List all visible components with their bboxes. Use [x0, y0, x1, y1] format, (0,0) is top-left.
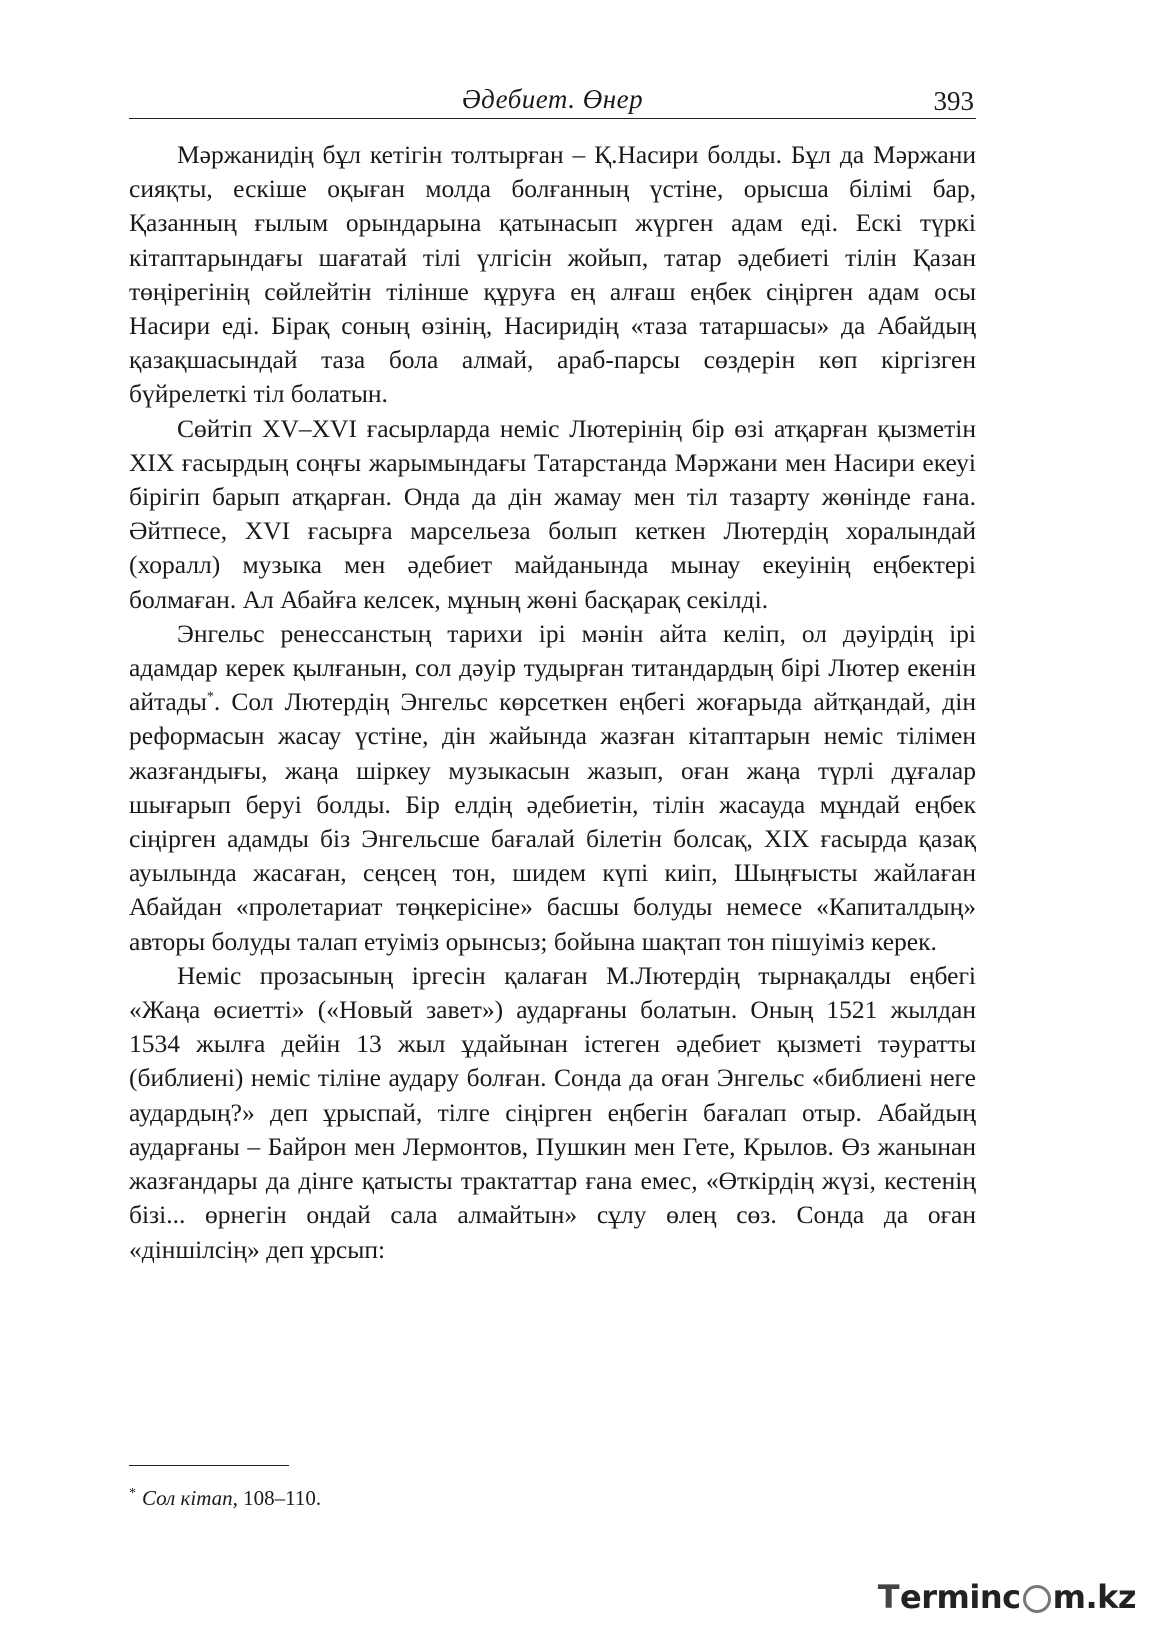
paragraph-3 — [129, 617, 976, 959]
footnote-reference[interactable]: * — [206, 689, 214, 705]
watermark-logo — [878, 1578, 1136, 1616]
paragraph-4: Неміс прозасының іргесін қалаған М.Лютердің тырнақалды еңбегі «Жаңа өсиетті» («Новый завет») аударғаны болатын. Оның 1521 жылдан 1534 жылға дейін 13 жыл ұдайынан істеген әдебиет қызметі тәуратты (библиені) неміс тіліне аудару болған. Сонда да оған Энгельс «библиені неге аудардың?» деп ұрыспай, тілге сіңірген еңбегін бағалап отыр. Абайдың аударғаны – Байрон мен Лермонтов, Пушкин мен Гете, Крылов. Өз жанынан жазғандары да дінге қатысты трактаттар ғана емес, «Өткірдің жүзі, кестенің бізі... өрнегін ондай сала алмайтын» сұлу өлең сөз. Сонда да оған «діншілсің» деп ұрсып: — [129, 960, 976, 1264]
page-number: 393 — [933, 86, 974, 116]
running-header — [129, 82, 976, 119]
watermark-text-1: erminc — [900, 1578, 1021, 1616]
watermark-letter-t: T — [877, 1578, 900, 1616]
footnote-source: Сол кітап, — [142, 1486, 238, 1510]
watermark-text-2: m.kz — [1052, 1578, 1136, 1616]
paragraph-3-text-after: . Сол Лютердің Энгельс көрсеткен еңбегі жоғарыда айтқандай, дін реформасын жасау үстіне, дін жайында жазған кітаптарын неміс тілімен жазғандығы, жаңа шіркеу музыкасын жазып, оған жаңа түрлі дұғалар шығарып беруі болды. Бір елдің әдебиетін, тілін жасауда мұндай еңбек сіңірген адамды біз Энгельсше бағалай білетін болсақ, XIX ғасырда қазақ ауылында жасаған, сеңсең тон, шидем күпі киіп, Шыңғысты жайлаған Абайдан «пролетариат төңкерісіне» басшы болуды немесе «Капиталдың» авторы болуды талап етуіміз орынсыз; бойына шақтап тон пішуіміз керек. — [129, 687, 976, 956]
termincom-watermark — [878, 1575, 1136, 1619]
paragraph-3-text-before: Энгельс ренессанстың тарихи ірі мәнін айта келіп, ол дәуірдің ірі адамдар керек қылғанын, сол дәуір тудырған титандардың бірі Лютер екенін айтады — [129, 618, 976, 717]
running-title: Әдебиет. Өнер — [461, 84, 644, 114]
footnote — [129, 1480, 321, 1512]
footnote-pages: 108–110. — [243, 1486, 322, 1510]
footnote-divider — [129, 1465, 289, 1466]
paragraph-1: Мәржанидің бұл кетігін толтырған – Қ.Насири болды. Бұл да Мәржани сияқты, ескіше оқыған молда болғанның үстіне, орысша білімі бар, Қазанның ғылым орындарына қатынасып жүрген адам еді. Ескі түркі кітаптарындағы шағатай тілі үлгісін жойып, татар әдебиеті тілін Қазан төңірегінің сөйлейтін тілінше құруға ең алғаш еңбек сіңірген адам осы Насири еді. Бірақ соның өзінің, Насиридің «таза татаршасы» да Абайдың қазақшасындай таза бола алмай, араб-парсы сөздерін көп кіргізген бүйрелеткі тіл болатын. — [129, 140, 976, 409]
paragraph-2: Сөйтіп XV–XVI ғасырларда неміс Лютерінің бір өзі атқарған қызметін XIX ғасырдың соңғы жарымындағы Татарстанда Мәржани мен Насири екеуі бірігіп барып атқарған. Онда да дін жамау мен тіл тазарту жөнінде ғана. Әйтпесе, XVI ғасырға марсельеза болып кеткен Лютердің хоралындай (хоралл) музыка мен әдебиет майданында мынау екеуінің еңбектері болмаған. Ал Абайға келсек, мұның жөні басқарақ секілді. — [129, 413, 976, 614]
footnote-mark: * — [129, 1486, 136, 1501]
magnifier-icon — [1023, 1585, 1051, 1613]
body-text — [129, 138, 976, 1267]
